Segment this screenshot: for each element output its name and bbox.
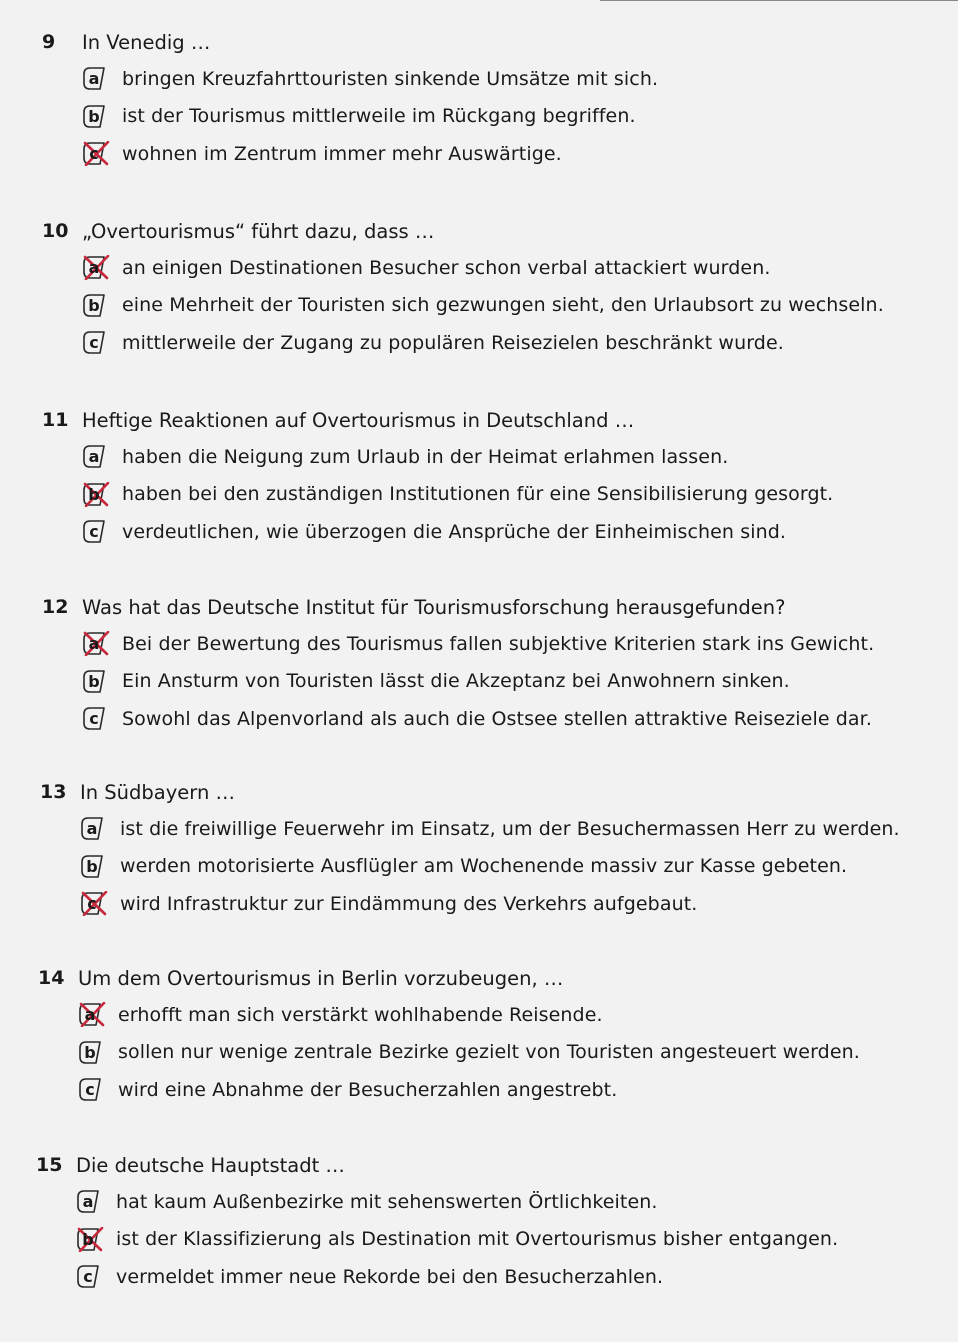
option-b[interactable]	[78, 1034, 938, 1072]
checkbox[interactable]	[80, 854, 108, 879]
checkbox[interactable]	[82, 631, 110, 656]
option-c[interactable]	[76, 1258, 936, 1296]
checkbox[interactable]	[82, 706, 110, 731]
question-10	[42, 213, 942, 362]
option-text: erhofft man sich verstärkt wohlhabende Reisende.	[118, 1003, 603, 1026]
option-text: Sowohl das Alpenvorland als auch die Ostsee stellen attraktive Reiseziele dar.	[122, 707, 872, 730]
checkbox[interactable]	[82, 669, 110, 694]
question-stem: Heftige Reaktionen auf Overtourismus in Deutschland …	[82, 408, 635, 432]
option-b[interactable]	[82, 663, 942, 701]
checkbox[interactable]	[76, 1264, 104, 1289]
option-text: bringen Kreuzfahrttouristen sinkende Umsätze mit sich.	[122, 67, 659, 90]
checkbox[interactable]	[78, 1040, 106, 1065]
option-text: wird eine Abnahme der Besucherzahlen angestrebt.	[118, 1078, 618, 1101]
option-b[interactable]	[82, 98, 942, 136]
option-text: sollen nur wenige zentrale Bezirke gezielt von Touristen angesteuert werden.	[118, 1041, 860, 1064]
question-stem: Was hat das Deutsche Institut für Tourismusforschung herausgefunden?	[82, 595, 786, 619]
question-stem: Die deutsche Hauptstadt …	[76, 1153, 345, 1177]
option-letter: b	[88, 671, 100, 691]
option-a[interactable]	[82, 438, 942, 476]
question-number: 9	[42, 31, 56, 53]
option-c[interactable]	[80, 885, 940, 923]
option-letter: c	[83, 1267, 93, 1287]
option-a[interactable]	[82, 60, 942, 98]
checkbox[interactable]	[82, 141, 110, 166]
option-text: verdeutlichen, wie überzogen die Ansprüche der Einheimischen sind.	[122, 520, 787, 543]
option-b[interactable]	[80, 848, 940, 886]
option-letter: a	[82, 1192, 94, 1212]
question-stem: In Venedig …	[82, 30, 211, 54]
option-letter: a	[84, 1005, 96, 1025]
option-text: mittlerweile der Zugang zu populären Reisezielen beschränkt wurde.	[122, 331, 784, 354]
option-text: eine Mehrheit der Touristen sich gezwungen sieht, den Urlaubsort zu wechseln.	[122, 294, 884, 317]
checkbox[interactable]	[80, 816, 108, 841]
question-number: 12	[42, 596, 69, 618]
option-c[interactable]	[82, 513, 942, 551]
option-text: ist der Klassifizierung als Destination mit Overtourismus bisher entgangen.	[116, 1228, 839, 1251]
checkbox[interactable]	[82, 255, 110, 280]
option-text: haben die Neigung zum Urlaub in der Heimat erlahmen lassen.	[122, 445, 729, 468]
option-b[interactable]	[82, 287, 942, 325]
option-b[interactable]	[82, 476, 942, 514]
option-text: hat kaum Außenbezirke mit sehenswerten Örtlichkeiten.	[116, 1190, 658, 1213]
option-text: ist der Tourismus mittlerweile im Rückgang begriffen.	[122, 105, 636, 128]
option-a[interactable]	[76, 1183, 936, 1221]
checkbox[interactable]	[82, 330, 110, 355]
option-c[interactable]	[82, 700, 942, 738]
option-text: haben bei den zuständigen Institutionen für eine Sensibilisierung gesorgt.	[122, 483, 834, 506]
question-15	[36, 1147, 936, 1296]
checkbox[interactable]	[82, 519, 110, 544]
checkbox[interactable]	[78, 1002, 106, 1027]
option-b[interactable]	[76, 1221, 936, 1259]
question-stem: In Südbayern …	[80, 780, 236, 804]
option-letter: a	[88, 258, 100, 278]
option-c[interactable]	[82, 135, 942, 173]
option-text: wohnen im Zentrum immer mehr Auswärtige.	[122, 142, 562, 165]
option-a[interactable]	[82, 249, 942, 287]
option-a[interactable]	[80, 810, 940, 848]
option-text: an einigen Destinationen Besucher schon verbal attackiert wurden.	[122, 256, 771, 279]
option-letter: c	[85, 1080, 95, 1100]
option-letter: c	[87, 894, 97, 914]
question-number: 11	[42, 409, 69, 431]
checkbox[interactable]	[82, 444, 110, 469]
question-14	[38, 960, 938, 1109]
option-letter: a	[86, 819, 98, 839]
option-letter: c	[89, 333, 99, 353]
option-text: ist die freiwillige Feuerwehr im Einsatz, um der Besuchermassen Herr zu werden.	[120, 817, 900, 840]
option-c[interactable]	[82, 324, 942, 362]
checkbox[interactable]	[82, 293, 110, 318]
option-letter: a	[88, 447, 100, 467]
checkbox[interactable]	[82, 482, 110, 507]
option-a[interactable]	[82, 625, 942, 663]
checkbox[interactable]	[76, 1227, 104, 1252]
question-stem: Um dem Overtourismus in Berlin vorzubeugen, …	[78, 966, 564, 990]
question-9	[42, 24, 942, 173]
question-12	[42, 589, 942, 738]
question-number: 14	[38, 967, 65, 989]
option-letter: a	[88, 69, 100, 89]
option-letter: b	[86, 856, 98, 876]
option-letter: b	[88, 106, 100, 126]
checkbox[interactable]	[82, 104, 110, 129]
option-letter: b	[88, 295, 100, 315]
option-letter: c	[89, 522, 99, 542]
checkbox[interactable]	[80, 891, 108, 916]
question-number: 13	[40, 781, 67, 803]
checkbox[interactable]	[82, 66, 110, 91]
option-letter: b	[88, 484, 100, 504]
option-letter: a	[88, 634, 100, 654]
checkbox[interactable]	[76, 1189, 104, 1214]
option-a[interactable]	[78, 996, 938, 1034]
question-number: 15	[36, 1154, 63, 1176]
option-letter: b	[82, 1229, 94, 1249]
question-number: 10	[42, 220, 69, 242]
option-text: vermeldet immer neue Rekorde bei den Besucherzahlen.	[116, 1265, 664, 1288]
option-letter: c	[89, 144, 99, 164]
option-text: Ein Ansturm von Touristen lässt die Akzeptanz bei Anwohnern sinken.	[122, 670, 790, 693]
option-text: Bei der Bewertung des Tourismus fallen subjektive Kriterien stark ins Gewicht.	[122, 632, 875, 655]
question-13	[40, 774, 940, 923]
question-stem: „Overtourismus“ führt dazu, dass …	[82, 219, 435, 243]
option-text: werden motorisierte Ausflügler am Wochenende massiv zur Kasse gebeten.	[120, 855, 848, 878]
question-11	[42, 402, 942, 551]
option-c[interactable]	[78, 1071, 938, 1109]
option-letter: b	[84, 1042, 96, 1062]
option-letter: c	[89, 709, 99, 729]
option-text: wird Infrastruktur zur Eindämmung des Verkehrs aufgebaut.	[120, 892, 698, 915]
checkbox[interactable]	[78, 1077, 106, 1102]
